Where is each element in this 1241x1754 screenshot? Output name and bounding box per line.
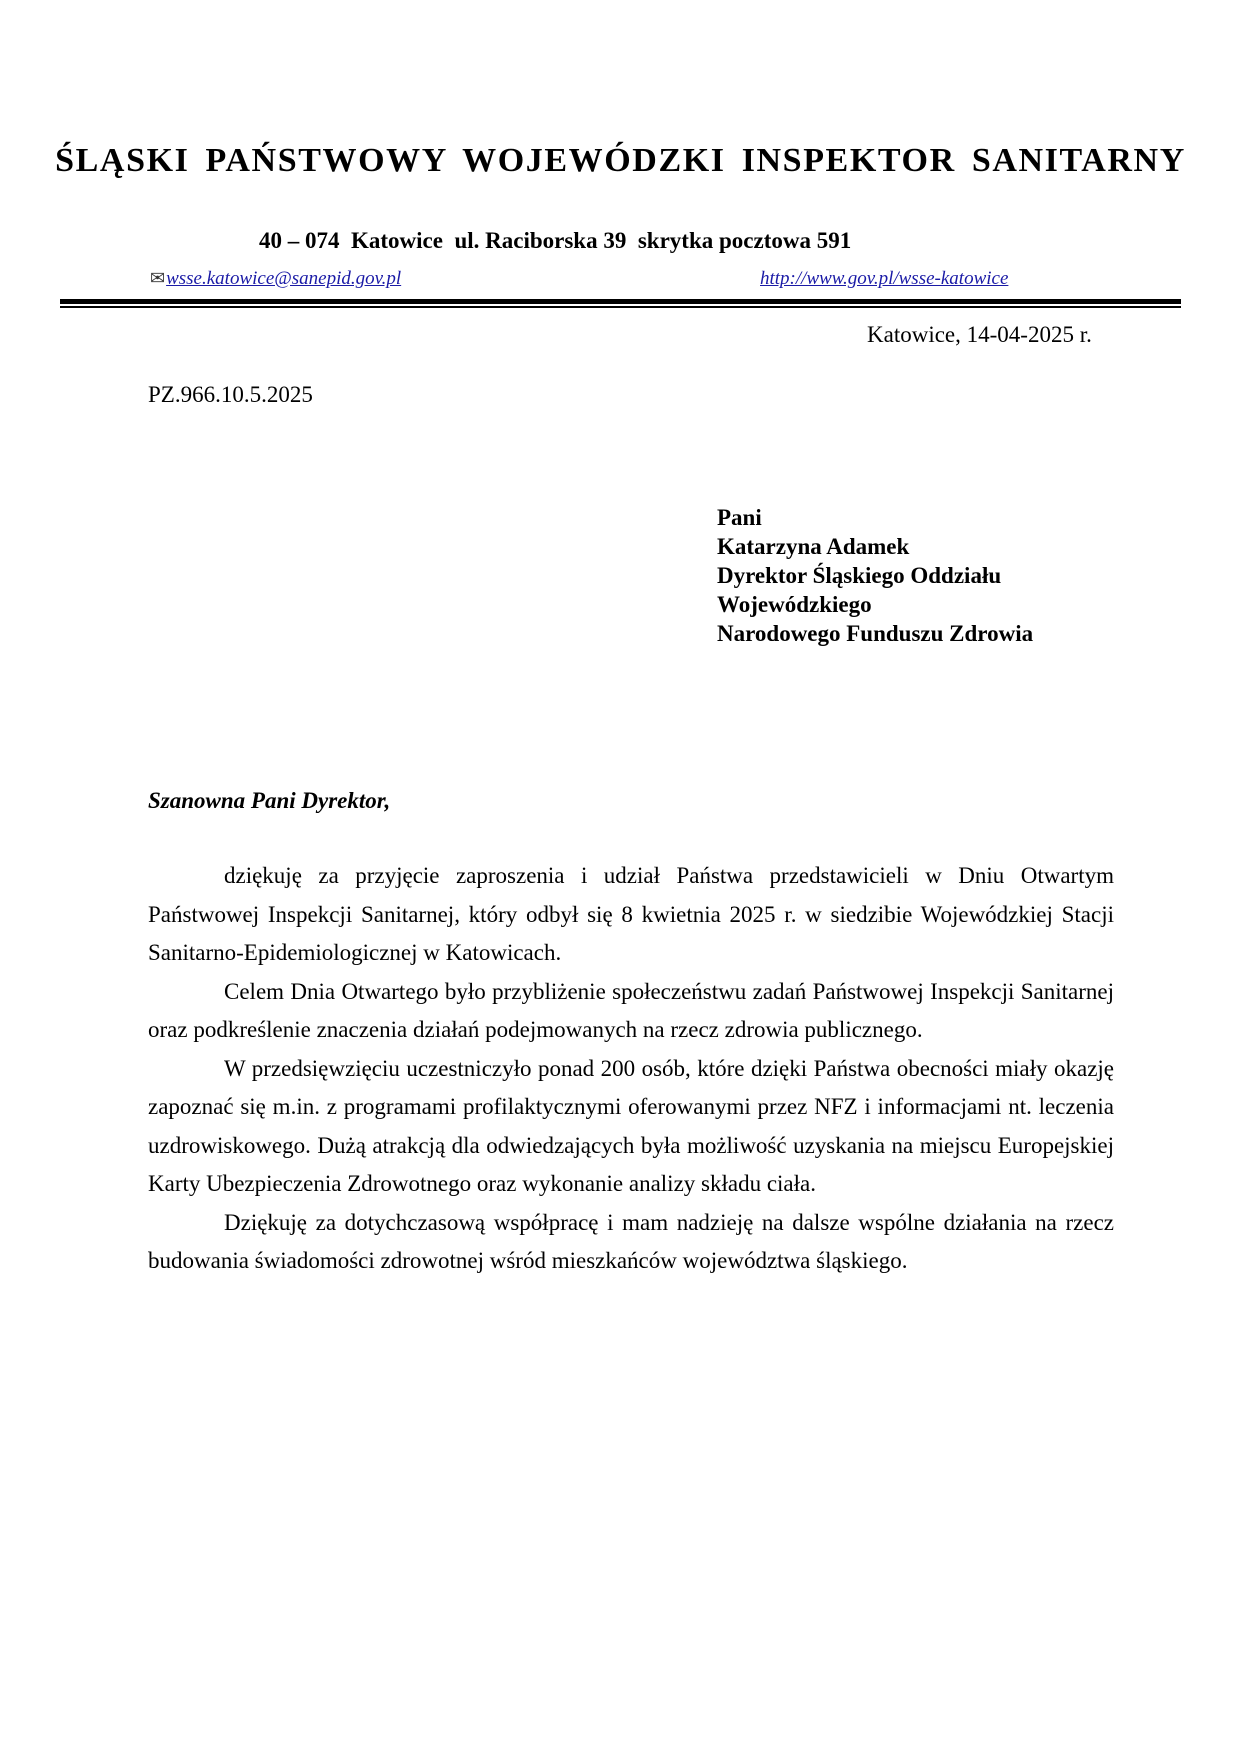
reference-number: PZ.966.10.5.2025	[148, 382, 313, 407]
recipient-block	[717, 503, 1033, 648]
body-paragraph: dziękuję za przyjęcie zaproszenia i udział Państwa przedstawicieli w Dniu Otwartym Państwowej Inspekcji Sanitarnej, który odbył się 8 kwietnia 2025 r. w siedzibie Wojewódzkiej Stacji Sanitarno-Epidemiologicznej w Katowicach.	[148, 863, 1114, 965]
header-divider-thin	[60, 306, 1181, 308]
website-link[interactable]: http://www.gov.pl/wsse-katowice	[760, 268, 1009, 289]
email-contact[interactable]	[150, 268, 401, 290]
mail-icon: ✉	[150, 268, 166, 288]
recipient-line: Wojewódzkiego	[717, 592, 872, 617]
recipient-line: Dyrektor Śląskiego Oddziału	[717, 563, 1002, 588]
body-paragraph: W przedsięwzięciu uczestniczyło ponad 200 osób, które dzięki Państwa obecności miały okazję zapoznać się m.in. z programami profilaktycznymi oferowanymi przez NFZ i informacjami nt. leczenia uzdrowiskowego. Dużą atrakcją dla odwiedzających była możliwość uzyskania na miejscu Europejskiej Karty Ubezpieczenia Zdrowotnego oraz wykonanie analizy składu ciała.	[148, 1055, 1114, 1196]
page-title: ŚLĄSKI PAŃSTWOWY WOJEWÓDZKI INSPEKTOR SANITARNY	[55, 142, 1186, 179]
header-divider-thick	[60, 299, 1181, 304]
recipient-name: Katarzyna Adamek	[717, 534, 910, 559]
recipient-line: Pani	[717, 505, 762, 530]
salutation: Szanowna Pani Dyrektor,	[148, 788, 391, 813]
letter-body	[148, 857, 1114, 1281]
body-paragraph: Celem Dnia Otwartego było przybliżenie społeczeństwu zadań Państwowej Inspekcji Sanitarnej oraz podkreślenie znaczenia działań podejmowanych na rzecz zdrowia publicznego.	[148, 978, 1114, 1042]
institution-address: 40 – 074 Katowice ul. Raciborska 39 skrytka pocztowa 591	[259, 228, 852, 253]
email-link[interactable]: wsse.katowice@sanepid.gov.pl	[166, 268, 402, 289]
letter-date: Katowice, 14-04-2025 r.	[867, 322, 1092, 347]
recipient-line: Narodowego Funduszu Zdrowia	[717, 621, 1034, 646]
body-paragraph: Dziękuję za dotychczasową współpracę i mam nadzieję na dalsze wspólne działania na rzecz budowania świadomości zdrowotnej wśród mieszkańców województwa śląskiego.	[148, 1209, 1114, 1273]
